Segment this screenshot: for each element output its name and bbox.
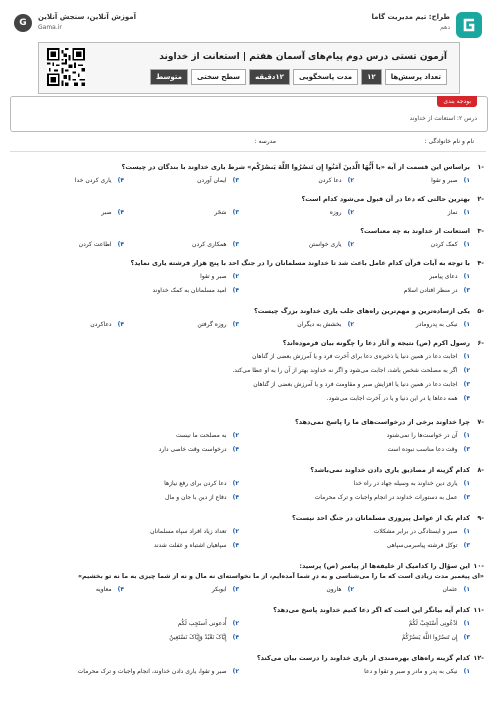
question-text: براساس این قسمت از آیه «یا أَیُّهَا الَّذینَ آمَنُوا إِن تَنصُرُوا اللَّهَ یَنصُرْکُم» شرط یاری خداوند با بندگان در چیست؟ bbox=[121, 163, 470, 171]
option-2[interactable]: ۲)صبر و تقوا bbox=[200, 273, 239, 280]
question-6 bbox=[12, 339, 484, 409]
option-3[interactable]: ۳)ایمان آوردن bbox=[197, 177, 239, 184]
option-4[interactable]: ۴)دعاکردن bbox=[90, 321, 124, 328]
school-label: مدرسه : bbox=[254, 138, 276, 145]
option-4[interactable]: ۴)یاری کردن خدا bbox=[74, 177, 124, 184]
option-3[interactable]: ۳)ابوبکر bbox=[211, 586, 239, 593]
option-1[interactable]: ۱)صبر و تقوا bbox=[431, 177, 470, 184]
option-1[interactable]: ۱)ادْعُونِی أَسْتَجِبْ لَکُمْ bbox=[408, 620, 470, 627]
option-1[interactable]: ۱)کمک کردن bbox=[430, 241, 470, 248]
question-number: -۵ bbox=[477, 307, 484, 315]
header bbox=[0, 0, 496, 40]
question-text: استعانت از خداوند به چه معناست؟ bbox=[360, 227, 470, 235]
question-4 bbox=[12, 259, 484, 299]
question-number: -۷ bbox=[477, 418, 484, 426]
time-label: مدت پاسخگویی bbox=[293, 69, 358, 85]
option-3[interactable]: ۳)همکاری کردن bbox=[192, 241, 239, 248]
exam-title: آزمون تستی درس دوم پیام‌های آسمان هفتم | استعانت از خداوند bbox=[159, 52, 447, 62]
option-4[interactable]: ۴)إِیَّاکَ نَعْبُدُ وَإِیَّاکَ نَسْتَعِینُ bbox=[169, 634, 239, 641]
budget-section bbox=[10, 96, 488, 132]
option-2[interactable]: ۲)هارون bbox=[326, 586, 354, 593]
option-2[interactable]: ۲)دعا کردن برای رفع نیازها bbox=[164, 480, 239, 487]
option-1[interactable]: ۱)عثمان bbox=[442, 586, 470, 593]
question-8 bbox=[12, 466, 484, 506]
option-4[interactable]: ۴)صبر bbox=[101, 209, 124, 216]
brand-subtitle: دهم bbox=[440, 24, 450, 31]
question-3 bbox=[12, 227, 484, 251]
question-text: یکی ازساده‌ترین و مهم‌ترین راه‌های جلب یاری خداوند بزرگ چیست؟ bbox=[253, 307, 470, 315]
option-4[interactable]: ۴)اطاعت کردن bbox=[78, 241, 124, 248]
question-number: -۱۱ bbox=[473, 606, 484, 614]
name-label: نام و نام خانوادگی : bbox=[424, 138, 474, 145]
question-number: -۱ bbox=[477, 163, 484, 171]
question-text: این سؤال را کدامیک از خلیفه‌ها از پیامبر (ص) پرسید: bbox=[299, 562, 470, 570]
question-text: بهترین حالتی که دعا در آن قبول می‌شود کدام است؟ bbox=[301, 195, 470, 203]
question-text: کدام آیه بیانگر این است که اگر دعا کنیم خداوند پاسخ می‌دهد؟ bbox=[273, 606, 470, 614]
question-1 bbox=[12, 163, 484, 187]
title-box bbox=[38, 42, 460, 94]
option-1[interactable]: ۱)صبر و ایستادگی در برابر مشکلات bbox=[373, 528, 470, 535]
question-quote: «ای پیغمبر مدت زیادی است که ما را می‌شناسی و به درِ شما آمده‌ایم، از ما نخواسته‌ای نه مال و نه از شما چیزی به ما نه تو بخشیم» bbox=[77, 573, 484, 580]
question-9 bbox=[12, 514, 484, 554]
option-3[interactable]: ۳)اجابت دعا در همین دنیا یا افزایش صبر و مقاومت فرد و یا آمرزش بعضی از گناهان bbox=[253, 381, 470, 388]
option-3[interactable]: ۳)إِن تَنصُرُوا اللَّهَ یَنصُرْکُمْ bbox=[401, 634, 470, 641]
count-value: ۱۲ bbox=[361, 69, 382, 85]
gama-badge-icon: G bbox=[14, 14, 32, 32]
question-text: چرا خداوند برخی از درخواست‌های ما را پاسخ نمی‌دهد؟ bbox=[294, 418, 470, 426]
option-4[interactable]: ۴)درخواست وقت خاصی دارد bbox=[158, 446, 239, 453]
option-3[interactable]: ۳)روزه گرفتن bbox=[197, 321, 239, 328]
option-4[interactable]: ۴)دفاع از دین با جان و مال bbox=[164, 494, 239, 501]
option-1[interactable]: ۱)نیکی به پدر و مادر و صبر و تقوا و دعا bbox=[364, 668, 470, 675]
option-1[interactable]: ۱)دعای پیامبر bbox=[429, 273, 470, 280]
option-3[interactable]: ۳)وقت دعا مناسب نبوده است bbox=[387, 446, 470, 453]
question-number: -۱۲ bbox=[473, 654, 484, 662]
question-number: -۳ bbox=[477, 227, 484, 235]
question-number: -۱۰ bbox=[473, 562, 484, 570]
option-3[interactable]: ۳)در منظر افتادن اسلام bbox=[403, 287, 470, 294]
option-2[interactable]: ۲)بخشش به دیگران bbox=[297, 321, 354, 328]
question-number: -۲ bbox=[477, 195, 484, 203]
question-text: کدام گزینه از مصادیق یاری دادن خداوند نمی‌باشد؟ bbox=[310, 466, 470, 474]
section-label: بودجه بندی bbox=[437, 96, 477, 107]
level-label: سطح سختی bbox=[191, 69, 246, 85]
question-number: -۸ bbox=[477, 466, 484, 474]
brand-left-url[interactable]: Gama.ir bbox=[38, 24, 62, 31]
question-7 bbox=[12, 418, 484, 458]
option-3[interactable]: ۳)توکل فرشته پیامبرمی‌سپاهی bbox=[386, 542, 470, 549]
question-text: کدام گزینه راه‌های بهره‌مندی از یاری خداوند را درست بیان می‌کند؟ bbox=[256, 654, 470, 662]
option-1[interactable]: ۱)آن در خواست‌ها را نمی‌شنود bbox=[386, 432, 470, 439]
question-2 bbox=[12, 195, 484, 219]
option-4[interactable]: ۴)امید مسلمانان به کمک خداوند bbox=[152, 287, 239, 294]
question-5 bbox=[12, 307, 484, 331]
section-subtitle: درس ۲: استعانت از خداوند bbox=[409, 115, 477, 122]
brand-title: طراح: تیم مدیریت گاما bbox=[371, 13, 450, 21]
question-12 bbox=[12, 654, 484, 680]
option-2[interactable]: ۲)به مصلحت ما نیست bbox=[176, 432, 239, 439]
option-3[interactable]: ۳)سَحَر bbox=[214, 209, 239, 216]
option-2[interactable]: ۲)اگر به مصلحت شخص باشد، اجابت می‌شود و اگر نه خداوند بهتر از آن را به او عطا می‌کند. bbox=[232, 367, 470, 374]
option-2[interactable]: ۲)صبر و تقوا، یاری دادن خداوند، انجام واجبات و ترک محرمات bbox=[77, 668, 239, 675]
time-value: ۱۲دقیقه bbox=[249, 69, 290, 85]
gama-logo-icon bbox=[456, 12, 482, 38]
option-4[interactable]: ۴)معاویه bbox=[95, 586, 124, 593]
question-text: با توجه به آیات قرآن کدام عامل باعث شد تا خداوند مسلمانان را در جنگ احد با پنج هزار فرشته یاری نماید؟ bbox=[130, 259, 470, 267]
qr-code-icon bbox=[47, 48, 85, 86]
option-2[interactable]: ۲)یاری خواستن bbox=[308, 241, 354, 248]
option-1[interactable]: ۱)نیکی به پدرومادر bbox=[415, 321, 470, 328]
option-2[interactable]: ۲)روزه bbox=[329, 209, 354, 216]
option-1[interactable]: ۱)اجابت دعا در همین دنیا یا ذخیره‌ی دعا برای آخرت فرد و یا آمرزش بعضی از گناهان bbox=[252, 353, 470, 360]
exam-info bbox=[150, 69, 447, 83]
question-text: رسول اکرم (ص) نتیجه و آثار دعا را چگونه بیان فرموده‌اند؟ bbox=[282, 339, 470, 347]
option-3[interactable]: ۳)عمل به دستورات خداوند در انجام واجبات و ترک محرمات bbox=[314, 494, 470, 501]
brand-left-title: آموزش آنلاین، سنجش آنلاین bbox=[38, 13, 137, 21]
option-1[interactable]: ۱)نماز bbox=[447, 209, 470, 216]
option-4[interactable]: ۴)همه دعاها یا در این دنیا و یا در آخرت اجابت می‌شود. bbox=[326, 395, 470, 402]
option-4[interactable]: ۴)سپاهیان اشتباه و غفلت شدند bbox=[153, 542, 239, 549]
level-value: متوسط bbox=[150, 69, 188, 85]
count-label: تعداد پرسش‌ها bbox=[385, 69, 447, 85]
question-11 bbox=[12, 606, 484, 646]
question-text: کدام یک از عوامل پیروزی مسلمانان در جنگ احد نیست؟ bbox=[291, 514, 470, 522]
option-1[interactable]: ۱)یاری دین خداوند به وسیله جهاد در راه خدا bbox=[353, 480, 470, 487]
question-number: -۹ bbox=[477, 514, 484, 522]
option-2[interactable]: ۲)أُدعونی اَستَجِب لَکُم bbox=[177, 620, 239, 627]
option-2[interactable]: ۲)تعداد زیاد افراد سپاه مسلمانان bbox=[150, 528, 239, 535]
question-number: -۶ bbox=[477, 339, 484, 347]
question-number: -۴ bbox=[477, 259, 484, 267]
question-10 bbox=[12, 562, 484, 598]
option-2[interactable]: ۲)دعا کردن bbox=[318, 177, 354, 184]
name-row bbox=[10, 133, 486, 152]
